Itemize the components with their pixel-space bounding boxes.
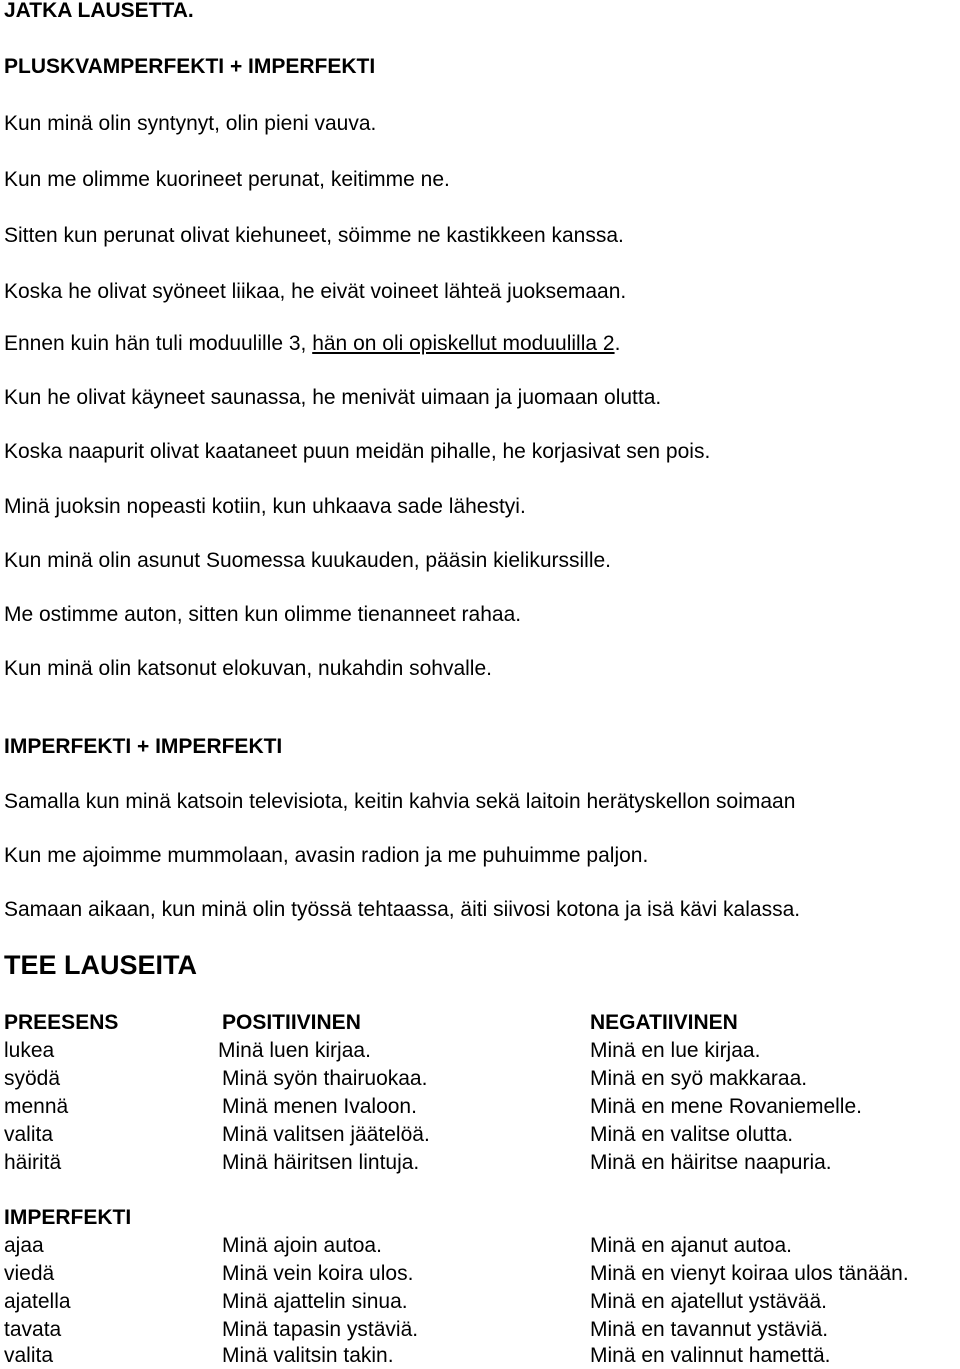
verb-cell: ajatella — [4, 1290, 71, 1313]
positive-cell: Minä ajoin autoa. — [222, 1234, 382, 1257]
negative-cell: Minä en syö makkaraa. — [590, 1067, 808, 1090]
negative-cell: Minä en mene Rovaniemelle. — [590, 1095, 862, 1118]
negative-cell: Minä en ajatellut ystävää. — [590, 1290, 827, 1313]
positive-cell: Minä häiritsen lintuja. — [222, 1151, 420, 1174]
verb-cell: valita — [4, 1344, 54, 1367]
sentence-line: Samaan aikaan, kun minä olin työssä tehtaassa, äiti siivosi kotona ja isä kävi kalassa. — [4, 898, 801, 921]
negative-cell: Minä en häiritse naapuria. — [590, 1151, 832, 1174]
positive-cell: Minä ajattelin sinua. — [222, 1290, 408, 1313]
negative-cell: Minä en lue kirjaa. — [590, 1039, 761, 1062]
verb-cell: syödä — [4, 1067, 61, 1090]
column-header: POSITIIVINEN — [222, 1011, 361, 1034]
column-header: NEGATIIVINEN — [590, 1011, 738, 1034]
section-heading-pluskvamperfekti: PLUSKVAMPERFEKTI + IMPERFEKTI — [4, 55, 376, 78]
page-title: JATKA LAUSETTA. — [4, 0, 194, 22]
sentence-line — [4, 331, 620, 357]
positive-cell: Minä luen kirjaa. — [218, 1039, 371, 1062]
sentence-line: Kun me olimme kuorineet perunat, keitimme ne. — [4, 168, 450, 191]
negative-cell: Minä en ajanut autoa. — [590, 1234, 792, 1257]
negative-cell: Minä en valitse olutta. — [590, 1123, 794, 1146]
sentence-line: Kun he olivat käyneet saunassa, he menivät uimaan ja juomaan olutta. — [4, 386, 662, 409]
negative-cell: Minä en tavannut ystäviä. — [590, 1318, 829, 1341]
sentence-line: Samalla kun minä katsoin televisiota, keitin kahvia sekä laitoin herätyskellon soimaan — [4, 790, 796, 813]
verb-cell: häiritä — [4, 1151, 62, 1174]
sentence-line: Kun minä olin syntynyt, olin pieni vauva. — [4, 112, 377, 135]
sentence-line: Kun minä olin katsonut elokuvan, nukahdin sohvalle. — [4, 657, 492, 680]
column-header: IMPERFEKTI — [4, 1206, 132, 1229]
sentence-text: Ennen kuin hän tuli moduulille 3, — [4, 332, 313, 355]
sentence-line: Kun minä olin asunut Suomessa kuukauden, pääsin kielikurssille. — [4, 549, 612, 572]
sentence-line: Sitten kun perunat olivat kiehuneet, söimme ne kastikkeen kanssa. — [4, 224, 624, 247]
sentence-text: . — [614, 332, 621, 355]
verb-cell: ajaa — [4, 1234, 44, 1257]
sentence-line: Minä juoksin nopeasti kotiin, kun uhkaava sade lähestyi. — [4, 495, 526, 518]
positive-cell: Minä menen Ivaloon. — [222, 1095, 417, 1118]
sentence-line: Koska naapurit olivat kaataneet puun meidän pihalle, he korjasivat sen pois. — [4, 440, 711, 463]
verb-cell: valita — [4, 1123, 54, 1146]
positive-cell: Minä valitsin takin. — [222, 1344, 394, 1367]
underlined-answer: hän on oli opiskellut moduulilla 2 — [312, 332, 615, 355]
verb-cell: tavata — [4, 1318, 62, 1341]
section-heading-imperfekti: IMPERFEKTI + IMPERFEKTI — [4, 735, 283, 758]
negative-cell: Minä en vienyt koiraa ulos tänään. — [590, 1262, 909, 1285]
verb-cell: viedä — [4, 1262, 55, 1285]
positive-cell: Minä syön thairuokaa. — [222, 1067, 428, 1090]
section-heading-tee-lauseita: TEE LAUSEITA — [4, 950, 198, 980]
sentence-line: Koska he olivat syöneet liikaa, he eivät voineet lähteä juoksemaan. — [4, 280, 627, 303]
verb-cell: mennä — [4, 1095, 69, 1118]
positive-cell: Minä vein koira ulos. — [222, 1262, 414, 1285]
sentence-line: Kun me ajoimme mummolaan, avasin radion ja me puhuimme paljon. — [4, 844, 649, 867]
sentence-line: Me ostimme auton, sitten kun olimme tienanneet rahaa. — [4, 603, 522, 626]
positive-cell: Minä tapasin ystäviä. — [222, 1318, 419, 1341]
negative-cell: Minä en valinnut hamettä. — [590, 1344, 831, 1367]
verb-cell: lukea — [4, 1039, 55, 1062]
column-header: PREESENS — [4, 1011, 119, 1034]
positive-cell: Minä valitsen jäätelöä. — [222, 1123, 430, 1146]
